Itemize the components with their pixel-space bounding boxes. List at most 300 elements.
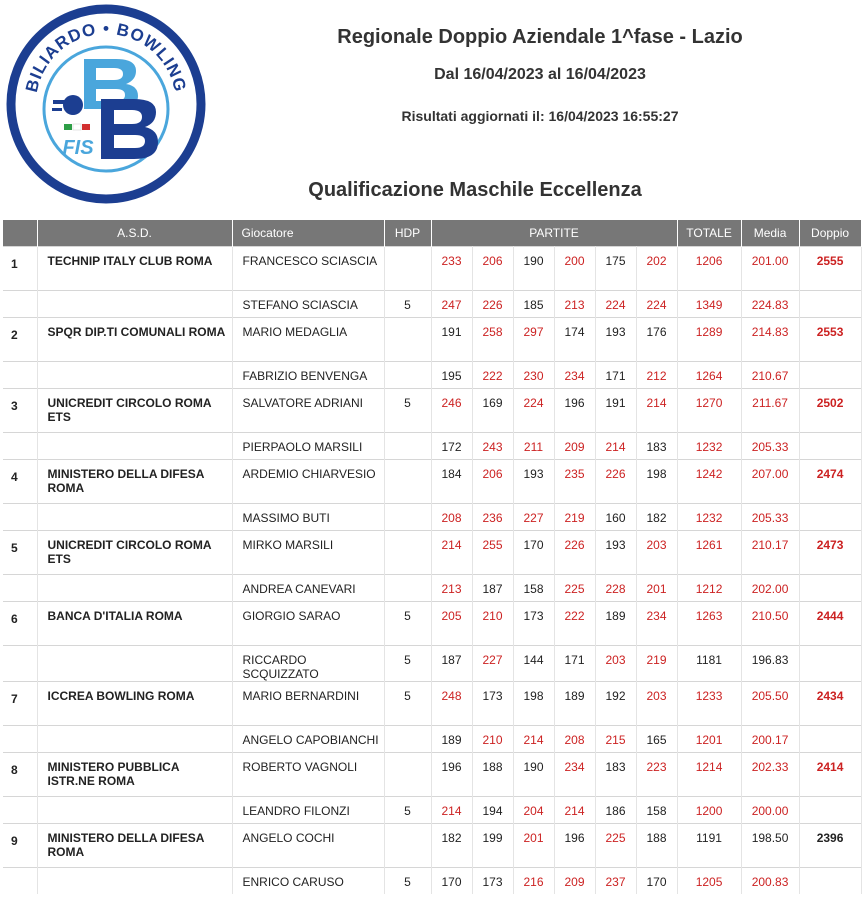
empty-cell xyxy=(3,797,37,824)
hdp-value: 5 xyxy=(404,298,411,312)
hdp-cell xyxy=(384,797,431,824)
game-score: 210 xyxy=(482,733,503,747)
hdp-value xyxy=(385,753,431,760)
game-score-cell xyxy=(431,389,472,433)
hdp-cell xyxy=(384,247,431,291)
empty-cell xyxy=(3,726,37,753)
avg-cell xyxy=(741,318,799,362)
hdp-cell xyxy=(384,726,431,753)
empty-cell xyxy=(799,868,861,895)
game-score: 222 xyxy=(482,369,503,383)
team-cell xyxy=(37,602,232,646)
player-cell xyxy=(232,797,384,824)
game-score-cell xyxy=(636,318,677,362)
player-cell xyxy=(232,575,384,602)
total-value: 1214 xyxy=(695,760,723,774)
total-cell xyxy=(677,682,741,726)
game-score: 173 xyxy=(523,609,544,623)
player-name: ARDEMIO CHIARVESIO xyxy=(242,467,376,481)
total-value: 1191 xyxy=(696,831,722,845)
game-score: 215 xyxy=(605,733,626,747)
game-score-cell xyxy=(636,362,677,389)
game-score-cell xyxy=(431,602,472,646)
avg-value: 198.50 xyxy=(751,831,789,845)
game-score-cell xyxy=(636,531,677,575)
game-score-cell xyxy=(513,460,554,504)
game-score-cell xyxy=(472,646,513,682)
game-score-cell xyxy=(513,797,554,824)
game-score-cell xyxy=(513,646,554,682)
game-score-cell xyxy=(554,797,595,824)
game-score: 247 xyxy=(441,298,462,312)
game-score-cell xyxy=(513,318,554,362)
avg-cell xyxy=(741,531,799,575)
game-score: 212 xyxy=(646,369,667,383)
player-cell xyxy=(232,753,384,797)
table-row xyxy=(3,318,861,362)
game-score: 171 xyxy=(564,653,585,667)
hdp-value: 5 xyxy=(404,689,411,703)
game-score: 224 xyxy=(523,396,544,410)
player-cell xyxy=(232,531,384,575)
player-name: MARIO MEDAGLIA xyxy=(242,325,348,339)
game-score: 214 xyxy=(441,804,462,818)
avg-value: 211.67 xyxy=(752,396,788,410)
team-cell xyxy=(37,531,232,575)
col-total: TOTALE xyxy=(677,220,741,247)
game-score: 200 xyxy=(564,254,585,268)
doubles-cell xyxy=(799,247,861,291)
total-cell xyxy=(677,575,741,602)
game-score-cell xyxy=(431,682,472,726)
total-value: 1263 xyxy=(695,609,723,623)
player-name: MASSIMO BUTI xyxy=(242,511,330,525)
empty-cell xyxy=(3,362,37,389)
game-score-cell xyxy=(472,318,513,362)
game-score: 183 xyxy=(605,760,626,774)
rank-cell: 7 xyxy=(3,682,37,726)
game-score: 209 xyxy=(564,440,585,454)
hdp-value xyxy=(385,504,431,511)
doubles-value: 2474 xyxy=(816,467,844,481)
rank-cell: 1 xyxy=(3,247,37,291)
player-cell xyxy=(232,247,384,291)
game-score-cell xyxy=(431,433,472,460)
game-score: 192 xyxy=(605,689,626,703)
game-score: 235 xyxy=(564,467,585,481)
player-name: ANDREA CANEVARI xyxy=(242,582,356,596)
avg-cell xyxy=(741,646,799,682)
game-score: 171 xyxy=(605,369,626,383)
empty-cell xyxy=(37,504,232,531)
total-value: 1289 xyxy=(695,325,723,339)
player-name: ANGELO COCHI xyxy=(242,831,335,845)
avg-cell xyxy=(741,575,799,602)
table-row xyxy=(3,575,861,602)
game-score-cell xyxy=(431,504,472,531)
total-cell xyxy=(677,247,741,291)
avg-cell xyxy=(741,460,799,504)
table-row xyxy=(3,868,861,895)
avg-value: 202.00 xyxy=(751,582,789,596)
game-score: 188 xyxy=(646,831,667,845)
hdp-cell xyxy=(384,602,431,646)
game-score-cell xyxy=(472,362,513,389)
game-score: 226 xyxy=(564,538,585,552)
game-score: 173 xyxy=(482,875,503,889)
game-score-cell xyxy=(431,646,472,682)
empty-cell xyxy=(3,291,37,318)
avg-value: 202.33 xyxy=(751,760,789,774)
hdp-cell xyxy=(384,504,431,531)
game-score: 209 xyxy=(564,875,585,889)
doubles-value: 2396 xyxy=(816,831,844,845)
game-score: 194 xyxy=(482,804,503,818)
game-score: 187 xyxy=(482,582,503,596)
game-score-cell xyxy=(472,504,513,531)
hdp-cell xyxy=(384,291,431,318)
rank-cell: 9 xyxy=(3,824,37,868)
doubles-cell xyxy=(799,824,861,868)
game-score: 224 xyxy=(605,298,626,312)
game-score-cell xyxy=(595,460,636,504)
empty-cell xyxy=(3,575,37,602)
game-score-cell xyxy=(472,868,513,895)
total-cell xyxy=(677,531,741,575)
game-score-cell xyxy=(472,753,513,797)
player-name: LEANDRO FILONZI xyxy=(242,804,350,818)
hdp-value: 5 xyxy=(404,875,411,889)
table-header-row xyxy=(3,220,861,247)
game-score: 222 xyxy=(564,609,585,623)
total-cell xyxy=(677,824,741,868)
empty-cell xyxy=(799,797,861,824)
game-score: 234 xyxy=(564,369,585,383)
player-name: ANGELO CAPOBIANCHI xyxy=(242,733,379,747)
game-score: 213 xyxy=(441,582,462,596)
game-score: 237 xyxy=(605,875,626,889)
avg-value: 196.83 xyxy=(751,653,789,667)
game-score-cell xyxy=(554,868,595,895)
game-score-cell xyxy=(636,575,677,602)
game-score: 191 xyxy=(441,325,462,339)
game-score-cell xyxy=(595,531,636,575)
table-row xyxy=(3,362,861,389)
player-name: MIRKO MARSILI xyxy=(242,538,334,552)
player-name: FABRIZIO BENVENGA xyxy=(242,369,368,383)
avg-value: 210.67 xyxy=(751,369,789,383)
game-score: 208 xyxy=(564,733,585,747)
hdp-value xyxy=(385,726,431,733)
game-score: 214 xyxy=(441,538,462,552)
avg-cell xyxy=(741,868,799,895)
game-score: 196 xyxy=(441,760,462,774)
avg-cell xyxy=(741,504,799,531)
game-score: 214 xyxy=(605,440,626,454)
team-name: UNICREDIT CIRCOLO ROMA ETS xyxy=(47,396,212,424)
game-score: 226 xyxy=(482,298,503,312)
game-score: 226 xyxy=(605,467,626,481)
game-score-cell xyxy=(472,433,513,460)
avg-cell xyxy=(741,602,799,646)
total-cell xyxy=(677,291,741,318)
game-score: 182 xyxy=(441,831,462,845)
game-score-cell xyxy=(431,362,472,389)
doubles-cell xyxy=(799,531,861,575)
game-score-cell xyxy=(431,291,472,318)
team-name: UNICREDIT CIRCOLO ROMA ETS xyxy=(47,538,212,566)
total-value: 1232 xyxy=(695,511,723,525)
total-value: 1200 xyxy=(695,804,723,818)
game-score-cell xyxy=(472,797,513,824)
team-cell xyxy=(37,460,232,504)
avg-value: 205.33 xyxy=(751,440,789,454)
game-score-cell xyxy=(636,753,677,797)
game-score: 187 xyxy=(441,653,462,667)
game-score: 172 xyxy=(441,440,462,454)
rank-cell: 3 xyxy=(3,389,37,433)
game-score: 224 xyxy=(646,298,667,312)
hdp-cell xyxy=(384,531,431,575)
player-cell xyxy=(232,504,384,531)
game-score-cell xyxy=(472,575,513,602)
game-score-cell xyxy=(513,868,554,895)
player-name: PIERPAOLO MARSILI xyxy=(242,440,363,454)
team-cell xyxy=(37,318,232,362)
empty-cell xyxy=(37,726,232,753)
game-score: 211 xyxy=(523,440,544,454)
game-score: 196 xyxy=(564,396,585,410)
game-score: 219 xyxy=(564,511,585,525)
game-score-cell xyxy=(431,531,472,575)
empty-cell xyxy=(37,646,232,682)
game-score-cell xyxy=(513,753,554,797)
game-score-cell xyxy=(636,602,677,646)
game-score: 182 xyxy=(646,511,667,525)
player-name: FRANCESCO SCIASCIA xyxy=(242,254,378,268)
hdp-value: 5 xyxy=(404,609,411,623)
game-score-cell xyxy=(431,726,472,753)
game-score-cell xyxy=(554,824,595,868)
doubles-value: 2444 xyxy=(816,609,844,623)
game-score-cell xyxy=(636,291,677,318)
game-score: 190 xyxy=(523,254,544,268)
team-cell xyxy=(37,824,232,868)
player-cell xyxy=(232,460,384,504)
game-score: 165 xyxy=(646,733,667,747)
table-row xyxy=(3,531,861,575)
hdp-value xyxy=(385,824,431,831)
game-score-cell xyxy=(595,389,636,433)
hdp-value: 5 xyxy=(404,396,411,410)
hdp-value xyxy=(385,247,431,254)
table-row xyxy=(3,602,861,646)
page-title: Regionale Doppio Aziendale 1^fase - Lazio xyxy=(337,26,743,48)
avg-cell xyxy=(741,362,799,389)
game-score-cell xyxy=(513,575,554,602)
game-score-cell xyxy=(472,531,513,575)
hdp-cell xyxy=(384,433,431,460)
total-cell xyxy=(677,433,741,460)
logo-fis-text: FIS xyxy=(62,137,94,159)
col-hdp: HDP xyxy=(384,220,431,247)
game-score-cell xyxy=(636,460,677,504)
game-score: 186 xyxy=(605,804,626,818)
game-score: 184 xyxy=(441,467,462,481)
game-score: 214 xyxy=(523,733,544,747)
doubles-value: 2414 xyxy=(816,760,844,774)
fis-logo xyxy=(6,4,206,204)
game-score-cell xyxy=(554,753,595,797)
game-score-cell xyxy=(431,318,472,362)
game-score: 170 xyxy=(646,875,667,889)
team-cell xyxy=(37,682,232,726)
game-score: 202 xyxy=(646,254,667,268)
game-score-cell xyxy=(431,247,472,291)
hdp-cell xyxy=(384,575,431,602)
game-score-cell xyxy=(595,575,636,602)
game-score-cell xyxy=(513,291,554,318)
total-value: 1349 xyxy=(695,298,723,312)
player-name: MARIO BERNARDINI xyxy=(242,689,360,703)
game-score: 206 xyxy=(482,254,503,268)
game-score: 198 xyxy=(523,689,544,703)
total-cell xyxy=(677,318,741,362)
doubles-cell xyxy=(799,460,861,504)
total-cell xyxy=(677,362,741,389)
col-avg: Media xyxy=(741,220,799,247)
game-score-cell xyxy=(636,682,677,726)
game-score: 201 xyxy=(646,582,667,596)
player-cell xyxy=(232,362,384,389)
avg-value: 207.00 xyxy=(751,467,789,481)
doubles-cell xyxy=(799,753,861,797)
game-score: 227 xyxy=(482,653,503,667)
player-cell xyxy=(232,291,384,318)
game-score: 158 xyxy=(646,804,667,818)
game-score-cell xyxy=(595,646,636,682)
avg-value: 214.83 xyxy=(751,325,789,339)
table-row xyxy=(3,646,861,682)
game-score-cell xyxy=(472,726,513,753)
rank-cell: 8 xyxy=(3,753,37,797)
hdp-value xyxy=(385,433,431,440)
player-cell xyxy=(232,646,384,682)
game-score-cell xyxy=(431,753,472,797)
total-value: 1232 xyxy=(695,440,723,454)
avg-cell xyxy=(741,433,799,460)
game-score: 176 xyxy=(646,325,667,339)
game-score: 185 xyxy=(523,298,544,312)
table-row xyxy=(3,291,861,318)
empty-cell xyxy=(37,868,232,895)
empty-cell xyxy=(3,504,37,531)
game-score: 216 xyxy=(523,875,544,889)
game-score: 210 xyxy=(482,609,503,623)
table-row xyxy=(3,753,861,797)
empty-cell xyxy=(37,291,232,318)
game-score: 169 xyxy=(482,396,503,410)
player-name: ROBERTO VAGNOLI xyxy=(242,760,358,774)
avg-value: 210.17 xyxy=(751,538,789,552)
avg-cell xyxy=(741,247,799,291)
game-score-cell xyxy=(554,460,595,504)
total-value: 1233 xyxy=(695,689,723,703)
game-score-cell xyxy=(431,575,472,602)
game-score-cell xyxy=(513,247,554,291)
hdp-cell xyxy=(384,682,431,726)
total-value: 1212 xyxy=(695,582,723,596)
game-score-cell xyxy=(431,797,472,824)
team-name: BANCA D'ITALIA ROMA xyxy=(47,609,183,623)
rank-cell: 5 xyxy=(3,531,37,575)
total-value: 1264 xyxy=(695,369,723,383)
game-score: 195 xyxy=(441,369,462,383)
table-row xyxy=(3,247,861,291)
game-score: 160 xyxy=(605,511,626,525)
hdp-value xyxy=(385,460,431,467)
player-cell xyxy=(232,389,384,433)
game-score-cell xyxy=(554,682,595,726)
game-score-cell xyxy=(554,389,595,433)
table-row xyxy=(3,726,861,753)
total-cell xyxy=(677,797,741,824)
empty-cell xyxy=(799,726,861,753)
table-row xyxy=(3,682,861,726)
game-score-cell xyxy=(595,318,636,362)
game-score: 255 xyxy=(482,538,503,552)
game-score: 206 xyxy=(482,467,503,481)
hdp-cell xyxy=(384,824,431,868)
team-name: MINISTERO DELLA DIFESA ROMA xyxy=(47,467,204,495)
total-value: 1242 xyxy=(695,467,723,481)
empty-cell xyxy=(3,646,37,682)
player-name: SALVATORE ADRIANI xyxy=(242,396,363,410)
game-score-cell xyxy=(554,291,595,318)
game-score-cell xyxy=(513,682,554,726)
game-score: 199 xyxy=(482,831,503,845)
game-score-cell xyxy=(472,824,513,868)
player-name: ENRICO CARUSO xyxy=(242,875,344,889)
game-score-cell xyxy=(554,646,595,682)
game-score: 193 xyxy=(605,325,626,339)
player-cell xyxy=(232,433,384,460)
game-score: 219 xyxy=(646,653,667,667)
avg-value: 210.50 xyxy=(751,609,789,623)
empty-cell xyxy=(799,504,861,531)
empty-cell xyxy=(3,433,37,460)
game-score: 175 xyxy=(605,254,626,268)
game-score-cell xyxy=(636,247,677,291)
game-score: 233 xyxy=(441,254,462,268)
empty-cell xyxy=(3,868,37,895)
game-score-cell xyxy=(513,389,554,433)
game-score-cell xyxy=(513,726,554,753)
game-score: 236 xyxy=(482,511,503,525)
game-score: 173 xyxy=(482,689,503,703)
table-row xyxy=(3,433,861,460)
game-score: 243 xyxy=(482,440,503,454)
logo-arc-text: BILIARDO • BOWLING xyxy=(21,18,191,95)
avg-value: 205.33 xyxy=(751,511,789,525)
game-score-cell xyxy=(636,389,677,433)
total-cell xyxy=(677,389,741,433)
col-doubles: Doppio xyxy=(799,220,861,247)
hdp-cell xyxy=(384,362,431,389)
rank-cell: 6 xyxy=(3,602,37,646)
avg-value: 224.83 xyxy=(751,298,789,312)
rank-cell: 2 xyxy=(3,318,37,362)
